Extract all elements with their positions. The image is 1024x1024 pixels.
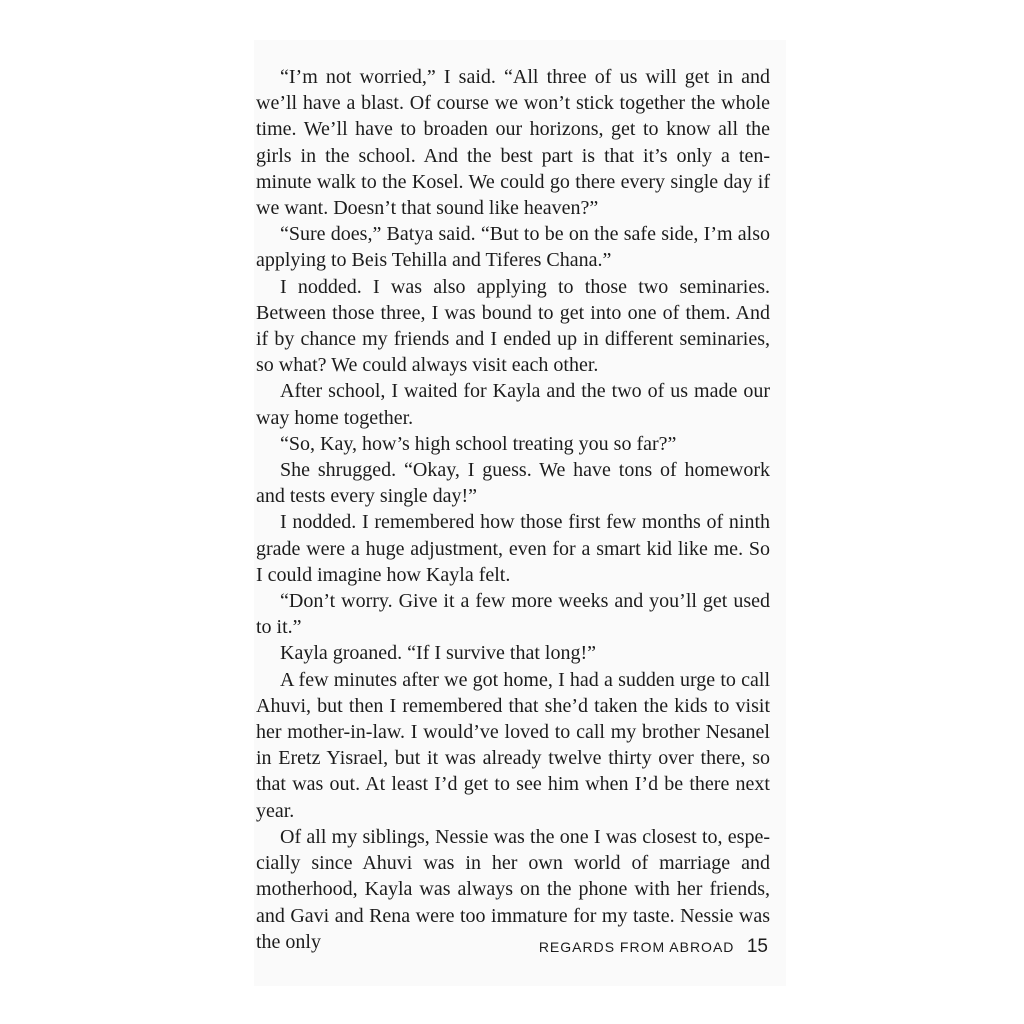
paragraph: Kayla groaned. “If I survive that long!” [280, 642, 596, 665]
paragraph: “Sure does,” Batya said. “But to be on the safe side, I’m also applying to Beis Tehilla and Tiferes Chana.” [256, 223, 770, 272]
book-page [254, 40, 786, 986]
paragraph: Of all my siblings, Nessie was the one I was closest to, especially since Ahuvi was in her own world of marriage and motherhood, Kayla was always on the phone with her friends, and Gavi and Rena were too immature for my taste. Nessie was the only [256, 825, 770, 953]
paragraph: I nodded. I remembered how those first few months of ninth grade were a huge adjustment, even for a smart kid like me. So I could imagine how Kayla felt. [256, 511, 770, 586]
page-number: 15 [746, 936, 768, 957]
body-text [256, 64, 770, 955]
running-head: REGARDS FROM ABROAD [538, 939, 735, 955]
paragraph: “Don’t worry. Give it a few more weeks and you’ll get used to it.” [256, 590, 770, 639]
paragraph: I nodded. I was also applying to those two seminaries. Between those three, I was bound to get into one of them. And if by chance my friends and I ended up in different seminaries, so what? We could always visit each other. [256, 275, 770, 377]
paragraph: A few minutes after we got home, I had a sudden urge to call Ahuvi, but then I remembered that she’d taken the kids to visit her mother-in-law. I would’ve loved to call my brother Nesanel in Eretz Yisrael, but it was already twelve thirty over there, so that was out. At least I’d get to see him when I’d be there next year. [256, 668, 770, 822]
paragraph: After school, I waited for Kayla and the two of us made our way home together. [256, 380, 770, 429]
paragraph: “So, Kay, how’s high school treating you so far?” [280, 432, 677, 455]
paragraph: “I’m not worried,” I said. “All three of us will get in and we’ll have a blast. Of course we won’t stick together the whole time. We’ll have to broaden our horizons, get to know all the girls in the school. And the best part is that it’s only a ten-minute walk to the Kosel. We could go there every single day if we want. Doesn’t that sound like heaven?” [256, 66, 770, 220]
page-footer [539, 936, 768, 958]
paragraph: She shrugged. “Okay, I guess. We have tons of homework and tests every single day!” [256, 459, 770, 508]
